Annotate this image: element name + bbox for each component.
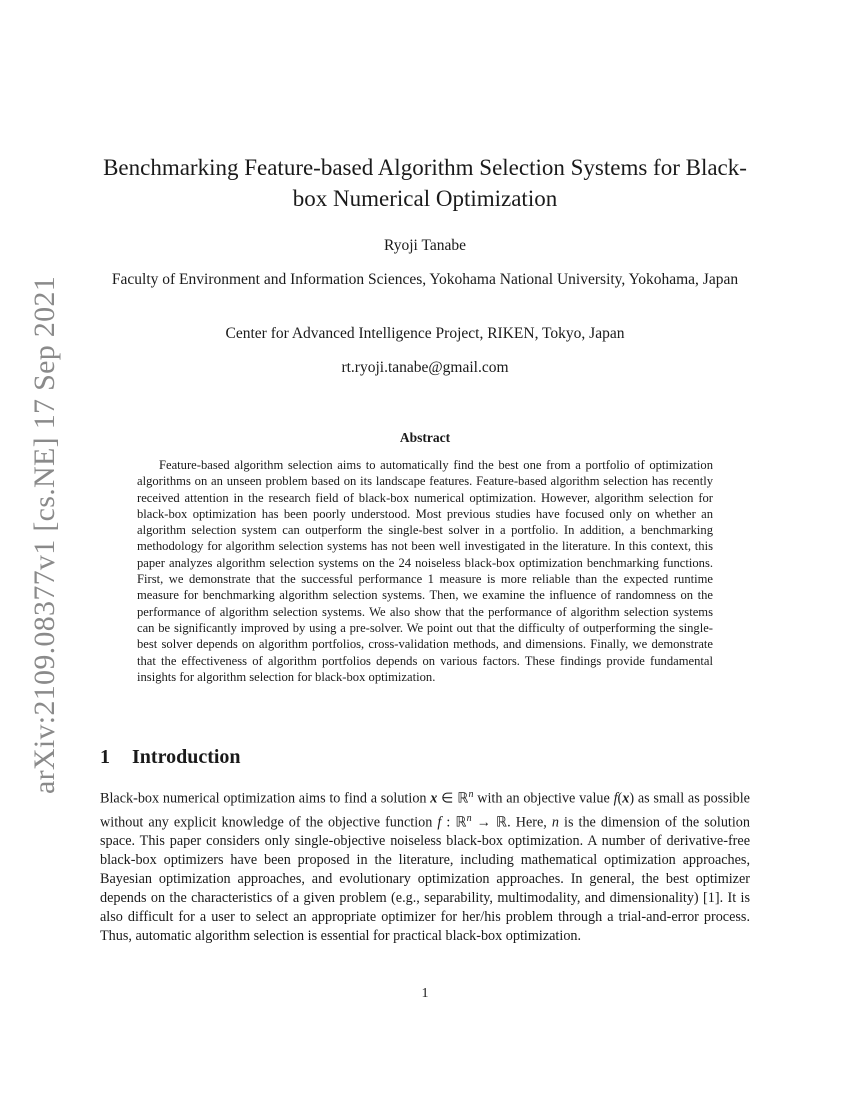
intro-text-2: with an objective value	[473, 790, 614, 807]
author-name: Ryoji Tanabe	[384, 237, 466, 254]
affiliation-2: Center for Advanced Intelligence Project, RIKEN, Tokyo, Japan	[225, 325, 625, 342]
author-email: rt.ryoji.tanabe@gmail.com	[341, 359, 509, 376]
paper-title: Benchmarking Feature-based Algorithm Selection Systems for Black-box Numerical Optimization	[103, 155, 747, 211]
introduction-paragraph: Black-box numerical optimization aims to find a solution x ∈ ℝ$^n$ with an objective value f(x) as small as possible without any explicit knowledge of the objective function f : ℝ$^n$ → ℝ. Here, n is the dimension of the solution space. This paper considers only single-objective noiseless black-box optimization. A number of derivative-free black-box optimizers have been proposed in the literature, including mathematical optimization approaches, Bayesian optimization approaches, and evolutionary optimization approaches. In general, the best optimizer depends on the characteristics of a given problem (e.g., separability, multimodality, and dimensionality) [1]. It is also difficult for a user to select an appropriate optimizer for her/his problem through a trial-and-error process. Thus, automatic algorithm selection is essential for practical black-box optimization.	[100, 789, 750, 945]
intro-text-3: as small as possible without any explicit knowledge of the objective function	[100, 790, 750, 831]
abstract-text: Feature-based algorithm selection aims to automatically find the best one from a portfolio of optimization algorithms on an unseen problem based on its landscape features. Feature-based algorithm selection has recently received attention in the research field of black-box numerical optimization. However, algorithm selection for black-box optimization has been poorly understood. Most previous studies have focused only on whether an algorithm selection system can outperform the single-best solver in a portfolio. In addition, a benchmarking methodology for algorithm selection systems has not been well investigated in the literature. In this context, this paper analyzes algorithm selection systems on the 24 noiseless black-box optimization benchmarking functions. First, we demonstrate that the successful performance 1 measure is more reliable than the expected runtime measure for benchmarking algorithm selection systems. Then, we examine the influence of randomness on the performance of algorithm selection systems. We also show that the performance of algorithm selection systems can be significantly improved by using a pre-solver. We point out that the difficulty of outperforming the single-best solver depends on algorithm portfolios, cross-validation methods, and dimensions. Finally, we demonstrate that the effectiveness of algorithm portfolios depends on various factors. These findings provide fundamental insights for algorithm selection for black-box optimization.	[137, 458, 713, 684]
intro-text-4: . Here,	[507, 814, 552, 831]
section-heading	[100, 746, 241, 769]
abstract-heading: Abstract	[399, 430, 451, 445]
affiliation-1: Faculty of Environment and Information Sciences, Yokohama National University, Yokohama, Japan	[111, 271, 739, 288]
section-number: 1	[100, 746, 110, 768]
page-number: 1	[421, 986, 429, 1001]
section-title: Introduction	[132, 746, 241, 768]
intro-text-5: is the dimension of the solution space. This paper considers only single-objective noiseless black-box optimization. A number of derivative-free black-box optimizers have been proposed in the literature, including mathematical optimization approaches, Bayesian optimization approaches, and evolutionary optimization approaches. In general, the best optimizer depends on the characteristics of a given problem (e.g., separability, multimodality, and dimensionality) [1]. It is also difficult for a user to select an appropriate optimizer for her/his problem through a trial-and-error process. Thus, automatic algorithm selection is essential for practical black-box optimization.	[100, 814, 750, 945]
intro-text-1: Black-box numerical optimization aims to find a solution	[100, 790, 431, 807]
arxiv-identifier-stamp: arXiv:2109.08377v1 [cs.NE] 17 Sep 2021	[28, 275, 61, 795]
